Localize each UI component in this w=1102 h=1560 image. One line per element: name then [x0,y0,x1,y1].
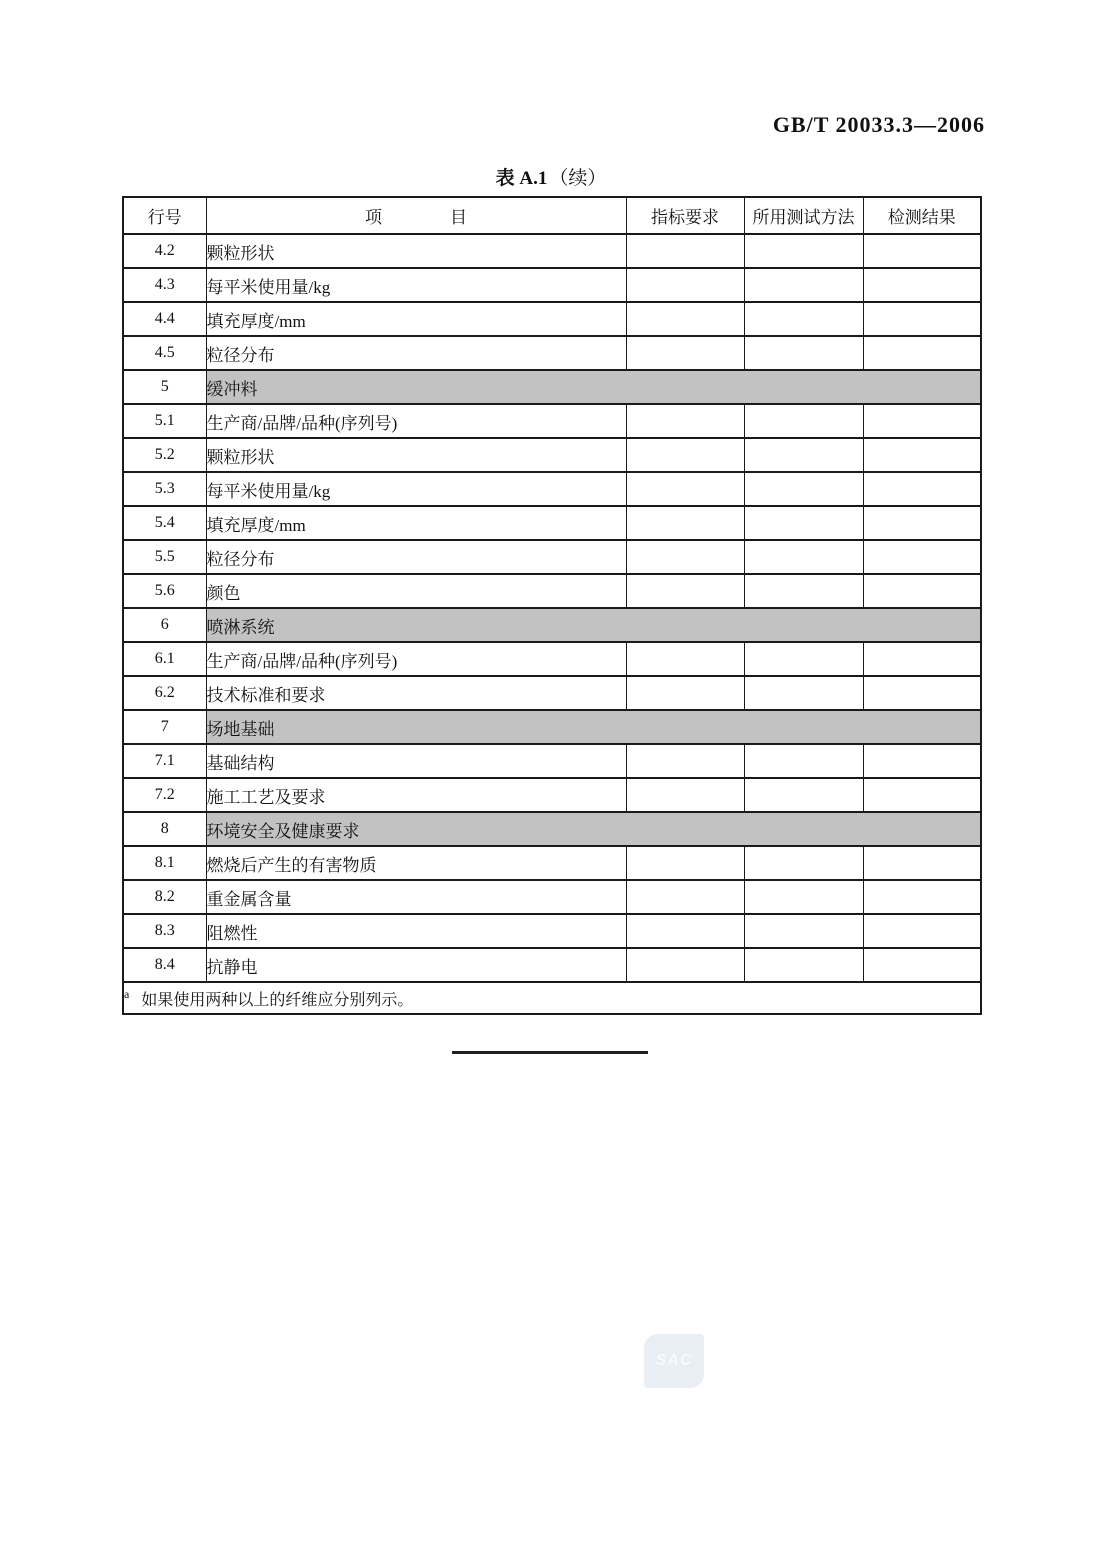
item-cell: 重金属含量 [206,880,626,914]
row-no-cell: 5.4 [123,506,206,540]
doc-number: GB/T 20033.3—2006 [772,112,985,137]
requirement-cell [626,880,744,914]
requirement-cell [626,574,744,608]
item-cell: 填充厚度/mm [206,506,626,540]
row-no-cell: 5 [123,370,206,404]
item-cell: 粒径分布 [206,540,626,574]
end-of-document-rule [452,1051,648,1054]
col-header-result: 检测结果 [863,197,981,234]
table-row [123,846,981,880]
row-no-cell: 6.2 [123,676,206,710]
section-title-cell: 喷淋系统 [206,608,981,642]
footnote-marker: a [124,987,130,1002]
section-row [123,608,981,642]
row-no-cell: 6 [123,608,206,642]
requirement-cell [626,302,744,336]
row-no-cell: 8 [123,812,206,846]
table-row [123,948,981,982]
test-method-cell [744,642,863,676]
test-method-cell [744,846,863,880]
requirement-cell [626,472,744,506]
test-method-cell [744,574,863,608]
result-cell [863,948,981,982]
footnote-cell [123,982,981,1014]
row-no-cell: 4.4 [123,302,206,336]
row-no-cell: 7.1 [123,744,206,778]
item-cell: 颗粒形状 [206,234,626,268]
result-cell [863,846,981,880]
result-cell [863,506,981,540]
table-row [123,642,981,676]
table-header-row [123,197,981,234]
requirement-cell [626,778,744,812]
item-cell: 施工工艺及要求 [206,778,626,812]
table-row [123,506,981,540]
requirement-cell [626,846,744,880]
result-cell [863,268,981,302]
item-cell: 颗粒形状 [206,438,626,472]
result-cell [863,234,981,268]
test-method-cell [744,472,863,506]
requirement-cell [626,438,744,472]
test-method-cell [744,404,863,438]
col-header-row-no: 行号 [123,197,206,234]
item-cell: 填充厚度/mm [206,302,626,336]
test-method-cell [744,744,863,778]
result-cell [863,404,981,438]
item-cell: 技术标准和要求 [206,676,626,710]
table-row [123,744,981,778]
test-method-cell [744,948,863,982]
table-row [123,574,981,608]
table-row [123,778,981,812]
item-cell: 阻燃性 [206,914,626,948]
requirement-cell [626,948,744,982]
table-row [123,336,981,370]
table-row [123,234,981,268]
test-method-cell [744,540,863,574]
col-header-requirement: 指标要求 [626,197,744,234]
row-no-cell: 8.2 [123,880,206,914]
section-title-cell: 环境安全及健康要求 [206,812,981,846]
row-no-cell: 4.5 [123,336,206,370]
item-cell: 每平米使用量/kg [206,472,626,506]
item-cell: 粒径分布 [206,336,626,370]
requirement-cell [626,540,744,574]
test-method-cell [744,336,863,370]
table-row [123,880,981,914]
requirement-cell [626,234,744,268]
item-cell: 基础结构 [206,744,626,778]
col-header-item: 项 目 [206,197,626,234]
item-cell: 生产商/品牌/品种(序列号) [206,642,626,676]
row-no-cell: 5.5 [123,540,206,574]
row-no-cell: 4.2 [123,234,206,268]
requirement-cell [626,336,744,370]
item-cell: 燃烧后产生的有害物质 [206,846,626,880]
row-no-cell: 8.4 [123,948,206,982]
test-method-cell [744,438,863,472]
result-cell [863,642,981,676]
footnote-row [123,982,981,1014]
row-no-cell: 7 [123,710,206,744]
section-row [123,370,981,404]
result-cell [863,744,981,778]
spec-table [122,196,982,1015]
table-row [123,540,981,574]
row-no-cell: 5.6 [123,574,206,608]
requirement-cell [626,642,744,676]
sac-watermark-text: SAC [655,1352,693,1369]
test-method-cell [744,268,863,302]
test-method-cell [744,506,863,540]
table-row [123,404,981,438]
test-method-cell [744,676,863,710]
requirement-cell [626,506,744,540]
result-cell [863,438,981,472]
row-no-cell: 5.2 [123,438,206,472]
item-cell: 颜色 [206,574,626,608]
table-row [123,472,981,506]
requirement-cell [626,268,744,302]
section-title-cell: 缓冲料 [206,370,981,404]
table-row [123,438,981,472]
result-cell [863,880,981,914]
test-method-cell [744,302,863,336]
table-title [122,163,980,190]
table-row [123,302,981,336]
section-row [123,710,981,744]
item-cell: 生产商/品牌/品种(序列号) [206,404,626,438]
row-no-cell: 4.3 [123,268,206,302]
test-method-cell [744,914,863,948]
section-title-cell: 场地基础 [206,710,981,744]
table-row [123,676,981,710]
sac-watermark-logo [644,1334,704,1388]
row-no-cell: 8.3 [123,914,206,948]
row-no-cell: 5.1 [123,404,206,438]
test-method-cell [744,234,863,268]
result-cell [863,336,981,370]
requirement-cell [626,914,744,948]
requirement-cell [626,676,744,710]
col-header-test-method: 所用测试方法 [744,197,863,234]
row-no-cell: 8.1 [123,846,206,880]
row-no-cell: 7.2 [123,778,206,812]
table-title-suffix: （续） [549,168,607,189]
test-method-cell [744,880,863,914]
result-cell [863,676,981,710]
result-cell [863,914,981,948]
row-no-cell: 5.3 [123,472,206,506]
test-method-cell [744,778,863,812]
result-cell [863,472,981,506]
result-cell [863,574,981,608]
table-row [123,914,981,948]
requirement-cell [626,744,744,778]
result-cell [863,540,981,574]
section-row [123,812,981,846]
table-row [123,268,981,302]
footnote-text: 如果使用两种以上的纤维应分别列示。 [141,991,414,1009]
result-cell [863,778,981,812]
item-cell: 抗静电 [206,948,626,982]
table-title-main: 表 A.1 [495,168,548,189]
item-cell: 每平米使用量/kg [206,268,626,302]
requirement-cell [626,404,744,438]
row-no-cell: 6.1 [123,642,206,676]
result-cell [863,302,981,336]
